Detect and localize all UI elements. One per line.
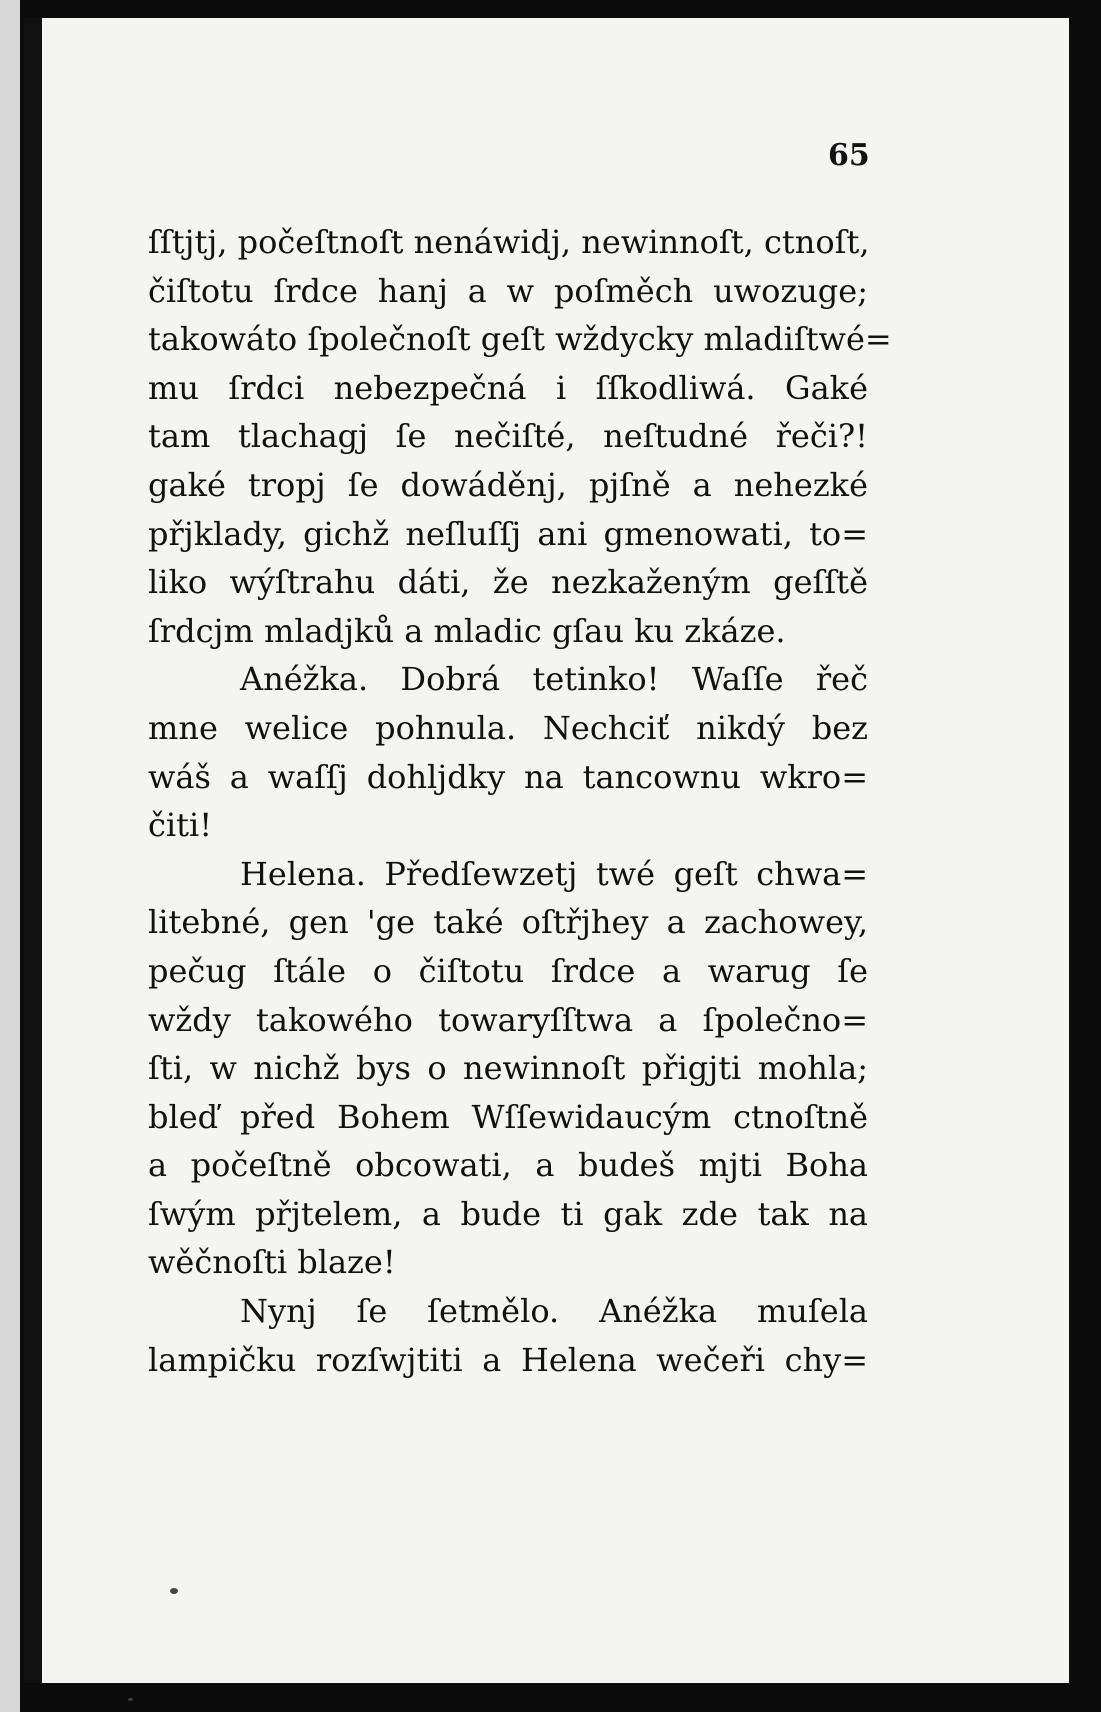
- ink-speck: [170, 1588, 178, 1594]
- left-page-edge: [0, 0, 20, 1712]
- book-page: [24, 18, 1069, 1683]
- text-line: lampičku rozſwjtiti a Helena wečeři chy=: [148, 1340, 868, 1379]
- text-line: přjklady, gichž neſluſſj ani gmenowati, to=: [148, 514, 868, 553]
- text-line: ſti, w nichž bys o newinnoſt přigjti mohla;: [148, 1049, 868, 1088]
- text-line: pečug ſtále o čiſtotu ſrdce a warug ſe: [148, 951, 868, 990]
- text-line: mne welice pohnula. Nechciť nikdý bez: [148, 708, 868, 747]
- text-line: čiti!: [148, 806, 213, 845]
- text-line: wždy takowého towaryſſtwa a ſpolečno=: [148, 1000, 868, 1039]
- text-line: litebné, gen 'ge také oſtřjhey a zachowey,: [148, 903, 868, 942]
- text-line: gaké tropj ſe dowáděnj, pjſně a nehezké: [148, 465, 868, 504]
- text-line: wěčnoſti blaze!: [148, 1243, 396, 1282]
- text-line: a počeſtně obcowati, a budeš mjti Boha: [148, 1146, 868, 1185]
- text-line: Helena. Předſewzetj twé geſt chwa=: [240, 854, 868, 893]
- text-line: Nynj ſe ſetmělo. Anéžka muſela: [240, 1292, 868, 1331]
- text-line: Anéžka. Dobrá tetinko! Waſſe řeč: [240, 660, 868, 699]
- text-line: ſſtjtj, počeſtnoſt nenáwidj, newinnoſt, ctnoſt,: [148, 223, 870, 261]
- ink-speck: [128, 1698, 133, 1701]
- text-line: ſrdcjm mladjků a mladic gſau ku zkáze.: [148, 611, 786, 650]
- text-line: wáš a waſſj dohljdky na tancownu wkro=: [148, 757, 868, 796]
- text-line: ſwým přjtelem, a bude ti gak zde tak na: [148, 1194, 868, 1233]
- text-line: takowáto ſpolečnoſt geſt wždycky mladiſtwé=: [148, 320, 892, 359]
- page-number: 65: [828, 138, 870, 173]
- body-text: [148, 218, 892, 1384]
- text-line: liko wýſtrahu dáti, že nezkaženým geſſtě: [148, 563, 868, 602]
- text-line: tam tlachagj ſe nečiſté, neſtudné řeči?!: [148, 417, 868, 456]
- text-line: mu ſrdci nebezpečná i ſſkodliwá. Gaké: [148, 368, 868, 407]
- text-line: čiſtotu ſrdce hanj a w poſměch uwozuge;: [148, 271, 868, 310]
- text-line: bleď před Bohem Wſſewidaucým ctnoſtně: [148, 1097, 868, 1136]
